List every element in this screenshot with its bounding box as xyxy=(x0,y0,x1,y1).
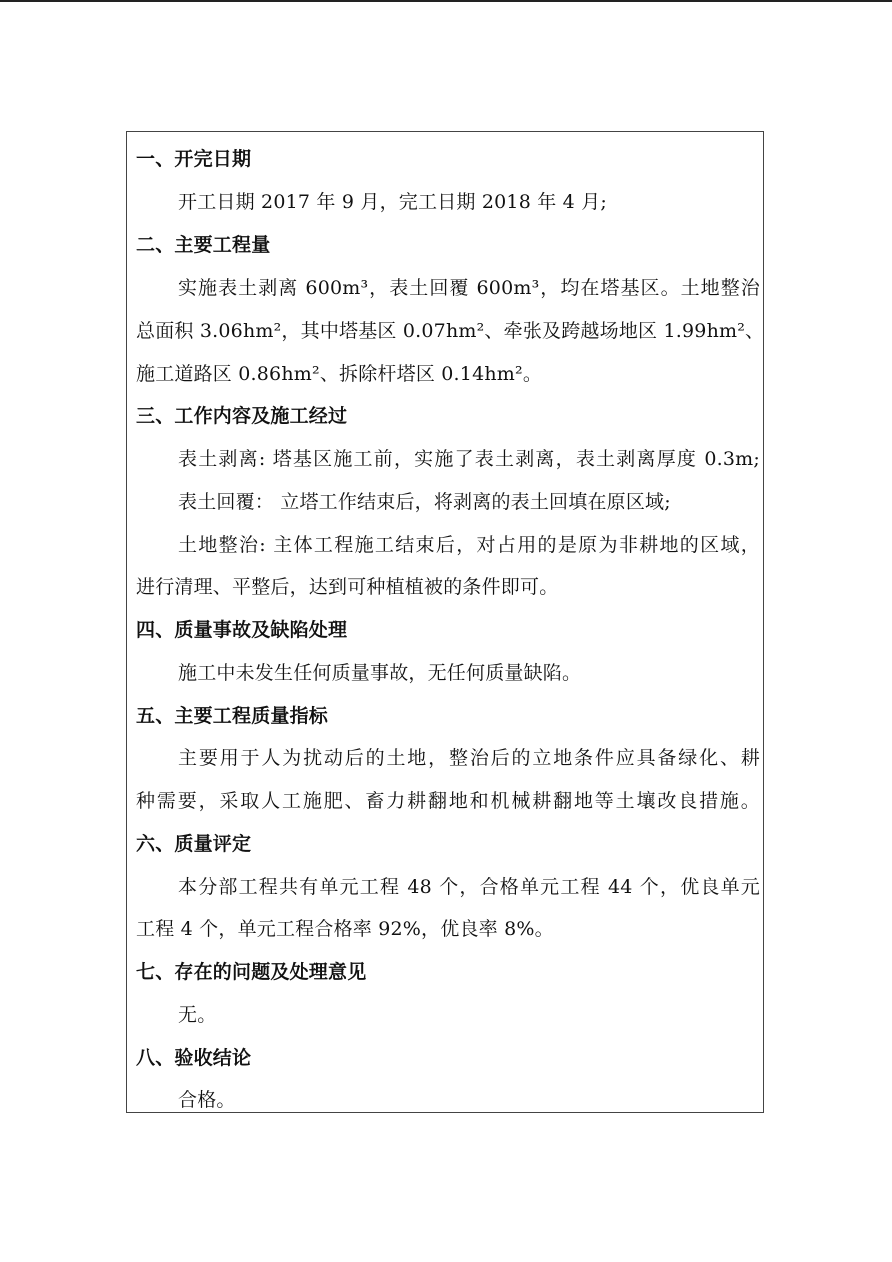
paragraph-line: 施工中未发生任何质量事故，无任何质量缺陷。 xyxy=(178,662,582,684)
page-top-border xyxy=(0,0,892,2)
section-heading-acceptance-conclusion: 八、验收结论 xyxy=(136,1047,252,1069)
paragraph-line: 土地整治: 主体工程施工结束后，对占用的是原为非耕地的区域， xyxy=(178,534,760,556)
paragraph-line: 表土回覆： 立塔工作结束后，将剥离的表土回填在原区域; xyxy=(178,491,671,513)
section-heading-work-content: 三、工作内容及施工经过 xyxy=(136,405,348,427)
paragraph-line: 无。 xyxy=(178,1004,217,1026)
paragraph-line: 实施表土剥离 600m³，表土回覆 600m³，均在塔基区。土地整治 xyxy=(178,277,760,299)
paragraph-line: 主要用于人为扰动后的土地，整治后的立地条件应具备绿化、耕 xyxy=(178,747,760,769)
section-heading-quality-incidents: 四、质量事故及缺陷处理 xyxy=(136,619,348,641)
paragraph-line: 施工道路区 0.86hm²、拆除杆塔区 0.14hm²。 xyxy=(136,363,543,385)
paragraph-line: 工程 4 个，单元工程合格率 92%，优良率 8%。 xyxy=(136,918,554,940)
paragraph-line: 表土剥离: 塔基区施工前，实施了表土剥离，表土剥离厚度 0.3m; xyxy=(178,448,760,470)
section-heading-quality-indicators: 五、主要工程质量指标 xyxy=(136,705,329,727)
section-heading-quality-rating: 六、质量评定 xyxy=(136,833,252,855)
paragraph-line: 种需要，采取人工施肥、畜力耕翻地和机械耕翻地等土壤改良措施。 xyxy=(136,790,760,812)
section-heading-start-end-dates: 一、开完日期 xyxy=(136,148,252,170)
section-heading-main-quantities: 二、主要工程量 xyxy=(136,234,271,256)
paragraph-line: 开工日期 2017 年 9 月，完工日期 2018 年 4 月; xyxy=(178,191,608,213)
paragraph-line: 本分部工程共有单元工程 48 个，合格单元工程 44 个，优良单元 xyxy=(178,876,760,898)
paragraph-line: 总面积 3.06hm²，其中塔基区 0.07hm²、牵张及跨越场地区 1.99hm²、 xyxy=(136,320,765,342)
paragraph-line: 进行清理、平整后，达到可种植植被的条件即可。 xyxy=(136,576,559,598)
section-heading-issues: 七、存在的问题及处理意见 xyxy=(136,961,367,983)
paragraph-line: 合格。 xyxy=(178,1089,236,1111)
